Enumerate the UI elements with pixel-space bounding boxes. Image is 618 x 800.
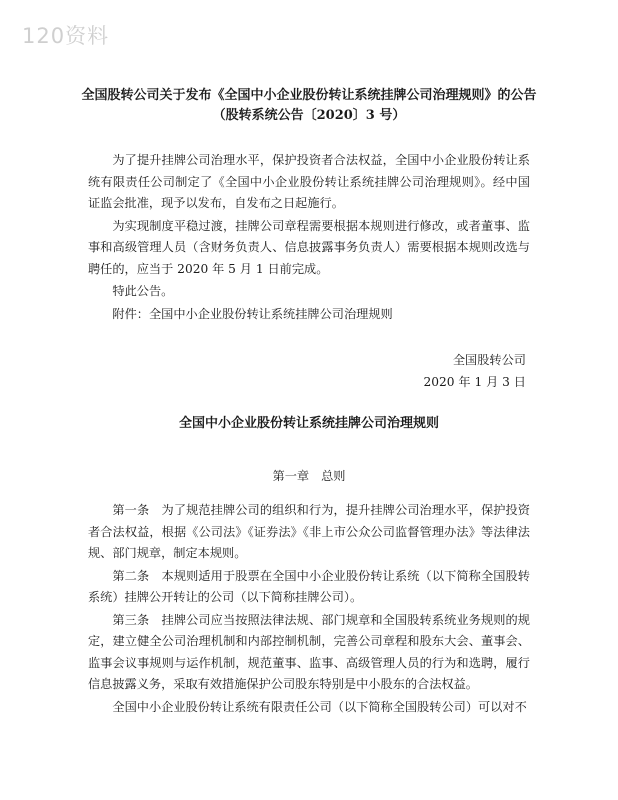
article-paragraph: 第二条 本规则适用于股票在全国中小企业股份转让系统（以下简称全国股转系统）挂牌公开转让的公司（以下简称挂牌公司）。 bbox=[88, 568, 530, 604]
announcement-paragraph: 为了提升挂牌公司治理水平，保护投资者合法权益，全国中小企业股份转让系统有限责任公司制定了《全国中小企业股份转让系统挂牌公司治理规则》。经中国证监会批准，现予以发布，自发布之日起施行。 bbox=[88, 153, 530, 210]
article-paragraph: 全国中小企业股份转让系统有限责任公司（以下简称全国股转公司）可以对不 bbox=[112, 699, 527, 714]
announcement-number: （股转系统公告〔2020〕3 号） bbox=[212, 108, 406, 123]
document-page bbox=[81, 86, 537, 719]
announcement-paragraph: 特此公告。 bbox=[112, 284, 174, 298]
article-paragraph: 第一条 为了规范挂牌公司的组织和行为，提升挂牌公司治理水平，保护投资者合法权益，根据《公司法》《证券法》《非上市公众公司监督管理办法》等法律法规、部门规章，制定本规则。 bbox=[88, 503, 530, 560]
chapter-name: 总则 bbox=[321, 469, 346, 483]
announcement-paragraph: 为实现制度平稳过渡，挂牌公司章程需要根据本规则进行修改，或者董事、监事和高级管理人员（含财务负责人、信息披露事务负责人）需要根据本规则改选与聘任的，应当于 2020 年 5 月 1 日前完成。 bbox=[88, 218, 530, 276]
rules-title: 全国中小企业股份转让系统挂牌公司治理规则 bbox=[178, 416, 439, 431]
chapter-number: 第一章 bbox=[272, 469, 310, 483]
issuer-name: 全国股转公司 bbox=[452, 353, 526, 367]
issue-date: 2020 年 1 月 3 日 bbox=[423, 374, 526, 389]
attachment-line: 附件：全国中小企业股份转让系统挂牌公司治理规则 bbox=[112, 306, 393, 321]
watermark: 120资料 bbox=[22, 24, 110, 48]
announcement-title: 全国股转公司关于发布《全国中小企业股份转让系统挂牌公司治理规则》的公告 bbox=[81, 88, 537, 103]
article-paragraph: 第三条 挂牌公司应当按照法律法规、部门规章和全国股转系统业务规则的规定，建立健全公司治理机制和内部控制机制，完善公司章程和股东大会、董事会、监事会议事规则与运作机制，规范董事、监事、高级管理人员的行为和选聘，履行信息披露义务，采取有效措施保护公司股东特别是中小股东的合法权益。 bbox=[88, 612, 530, 691]
chapter-heading bbox=[88, 466, 530, 486]
